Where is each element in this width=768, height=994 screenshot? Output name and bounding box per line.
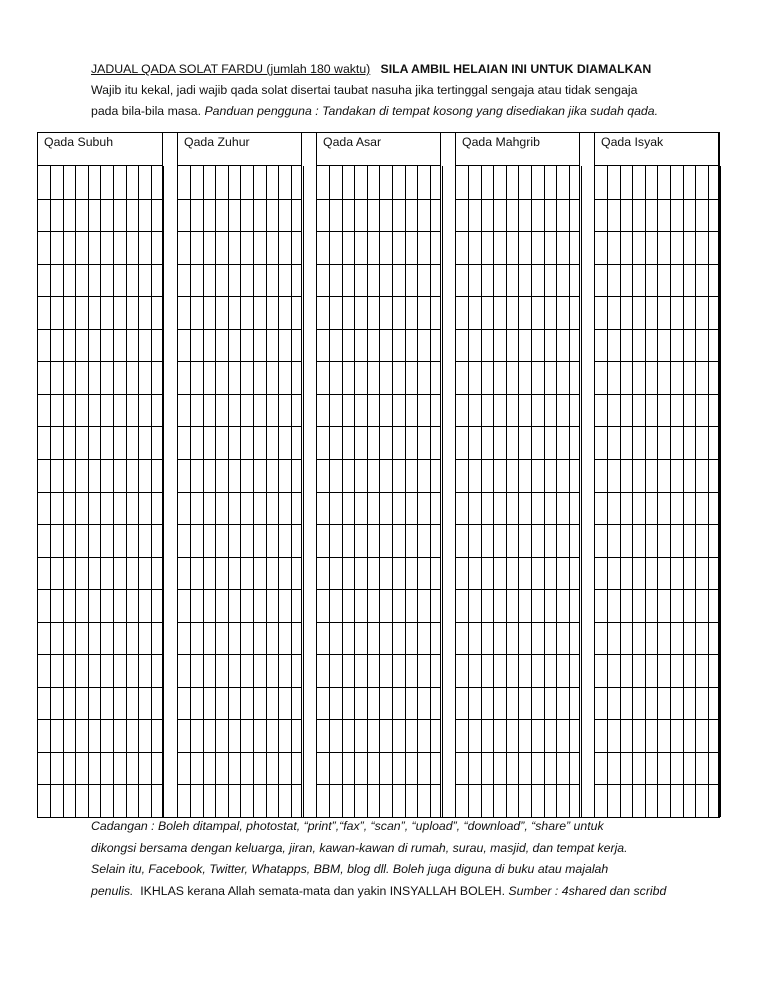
column-subuh xyxy=(38,133,163,817)
grid-row-line xyxy=(317,752,440,753)
grid-row-line xyxy=(38,589,162,590)
column-asar xyxy=(316,133,441,817)
grid-row-line xyxy=(178,687,301,688)
grid-row-line xyxy=(38,426,162,427)
grid-row-line xyxy=(178,654,301,655)
grid-row-line xyxy=(456,557,579,558)
grid-row-line xyxy=(317,426,440,427)
grid-row-line xyxy=(38,752,162,753)
grid-row-line xyxy=(595,589,718,590)
grid-row-line xyxy=(178,459,301,460)
grid-vertical-line xyxy=(442,166,443,817)
grid-row-line xyxy=(38,329,162,330)
grid-row-line xyxy=(178,361,301,362)
footer-line-2: dikongsi bersama dengan keluarga, jiran, kawan-kawan di rumah, surau, masjid, dan tempat kerja. xyxy=(91,840,628,855)
grid-vertical-line xyxy=(581,166,582,817)
grid-row-line xyxy=(317,622,440,623)
grid-row-line xyxy=(38,199,162,200)
page-header xyxy=(91,59,711,122)
grid-row-line xyxy=(595,654,718,655)
grid-row-line xyxy=(178,329,301,330)
source-text: Sumber : 4shared dan scribd xyxy=(508,883,667,898)
grid-row-line xyxy=(456,199,579,200)
header-line-3-text: pada bila-bila masa. xyxy=(91,104,202,118)
grid-row-line xyxy=(317,231,440,232)
grid-row-line xyxy=(317,687,440,688)
grid-row-line xyxy=(317,459,440,460)
grid-row-line xyxy=(178,752,301,753)
grid-row-line xyxy=(456,296,579,297)
grid-row-line xyxy=(178,394,301,395)
column-zuhur xyxy=(177,133,302,817)
grid-row-line xyxy=(456,687,579,688)
grid-row-line xyxy=(317,557,440,558)
grid-row-line xyxy=(38,654,162,655)
grid-row-line xyxy=(317,264,440,265)
column-mahgrib xyxy=(455,133,580,817)
grid-row-line xyxy=(317,654,440,655)
grid-row-line xyxy=(595,622,718,623)
grid-row-line xyxy=(38,557,162,558)
column-header-zuhur: Qada Zuhur xyxy=(178,133,301,166)
grid-row-line xyxy=(456,622,579,623)
header-line-3 xyxy=(91,101,711,122)
grid-row-line xyxy=(38,687,162,688)
grid-row-line xyxy=(595,557,718,558)
grid-row-line xyxy=(595,752,718,753)
grid-row-line xyxy=(595,394,718,395)
grid-row-line xyxy=(317,719,440,720)
grid-row-line xyxy=(317,329,440,330)
grid-row-line xyxy=(456,524,579,525)
grid-row-line xyxy=(456,426,579,427)
grid-row-line xyxy=(456,394,579,395)
grid-row-line xyxy=(178,264,301,265)
grid-row-line xyxy=(178,622,301,623)
grid-row-line xyxy=(38,296,162,297)
footer-line-1: Cadangan : Boleh ditampal, photostat, “print”,“fax”, “scan”, “upload”, “download”, “share” untuk xyxy=(91,819,604,833)
grid-row-line xyxy=(317,524,440,525)
grid-row-line xyxy=(38,719,162,720)
grid-vertical-line xyxy=(163,166,164,817)
checkbox-grid-isyak[interactable] xyxy=(595,166,718,817)
page-footer xyxy=(91,816,691,902)
user-guide-text: Panduan pengguna : Tandakan di tempat kosong yang disediakan jika sudah qada. xyxy=(204,104,658,118)
grid-row-line xyxy=(595,264,718,265)
header-line-1 xyxy=(91,59,711,80)
grid-row-line xyxy=(178,524,301,525)
grid-row-line xyxy=(595,524,718,525)
checkbox-grid-zuhur[interactable] xyxy=(178,166,301,817)
grid-row-line xyxy=(595,361,718,362)
grid-row-line xyxy=(595,426,718,427)
grid-row-line xyxy=(38,231,162,232)
grid-row-line xyxy=(38,524,162,525)
grid-row-line xyxy=(38,492,162,493)
grid-row-line xyxy=(38,264,162,265)
column-header-isyak: Qada Isyak xyxy=(595,133,718,166)
column-isyak xyxy=(594,133,719,817)
footer-line-4 xyxy=(91,881,691,903)
grid-row-line xyxy=(178,199,301,200)
grid-row-line xyxy=(456,654,579,655)
header-line-2: Wajib itu kekal, jadi wajib qada solat disertai taubat nasuha jika tertinggal sengaja atau tidak sengaja xyxy=(91,83,638,97)
checkbox-grid-asar[interactable] xyxy=(317,166,440,817)
page-title: JADUAL QADA SOLAT FARDU (jumlah 180 waktu) xyxy=(91,62,371,76)
grid-row-line xyxy=(178,589,301,590)
instruction-heading: SILA AMBIL HELAIAN INI UNTUK DIAMALKAN xyxy=(380,62,652,76)
grid-row-line xyxy=(178,426,301,427)
grid-row-line xyxy=(456,329,579,330)
grid-row-line xyxy=(595,719,718,720)
footer-line-4-italic: penulis. xyxy=(91,883,134,898)
footer-line-3: Selain itu, Facebook, Twitter, Whatapps, BBM, blog dll. Boleh juga diguna di buku atau majalah xyxy=(91,862,609,876)
column-header-asar: Qada Asar xyxy=(317,133,440,166)
grid-row-line xyxy=(595,784,718,785)
grid-row-line xyxy=(456,492,579,493)
grid-row-line xyxy=(595,329,718,330)
grid-row-line xyxy=(178,231,301,232)
grid-row-line xyxy=(456,752,579,753)
grid-row-line xyxy=(178,719,301,720)
grid-row-line xyxy=(595,492,718,493)
grid-row-line xyxy=(456,264,579,265)
grid-row-line xyxy=(317,589,440,590)
grid-row-line xyxy=(38,622,162,623)
grid-row-line xyxy=(595,231,718,232)
grid-row-line xyxy=(456,784,579,785)
grid-row-line xyxy=(38,784,162,785)
grid-row-line xyxy=(456,361,579,362)
grid-row-line xyxy=(317,296,440,297)
grid-vertical-line xyxy=(720,166,721,817)
checkbox-grid-subuh[interactable] xyxy=(38,166,162,817)
footer-line-4-text: IKHLAS kerana Allah semata-mata dan yakin INSYALLAH BOLEH. xyxy=(140,883,505,898)
grid-row-line xyxy=(456,459,579,460)
grid-row-line xyxy=(38,361,162,362)
column-header-subuh: Qada Subuh xyxy=(38,133,162,166)
grid-row-line xyxy=(178,492,301,493)
grid-row-line xyxy=(317,361,440,362)
grid-row-line xyxy=(178,784,301,785)
grid-row-line xyxy=(456,231,579,232)
grid-row-line xyxy=(456,589,579,590)
grid-row-line xyxy=(595,459,718,460)
grid-row-line xyxy=(317,784,440,785)
grid-row-line xyxy=(317,199,440,200)
grid-row-line xyxy=(317,394,440,395)
grid-row-line xyxy=(595,199,718,200)
grid-row-line xyxy=(38,459,162,460)
checkbox-grid-mahgrib[interactable] xyxy=(456,166,579,817)
grid-row-line xyxy=(317,492,440,493)
grid-vertical-line xyxy=(303,166,304,817)
grid-row-line xyxy=(595,687,718,688)
grid-row-line xyxy=(38,394,162,395)
grid-row-line xyxy=(178,296,301,297)
grid-row-line xyxy=(595,296,718,297)
column-header-mahgrib: Qada Mahgrib xyxy=(456,133,579,166)
grid-row-line xyxy=(178,557,301,558)
qada-table xyxy=(37,132,720,818)
grid-row-line xyxy=(456,719,579,720)
